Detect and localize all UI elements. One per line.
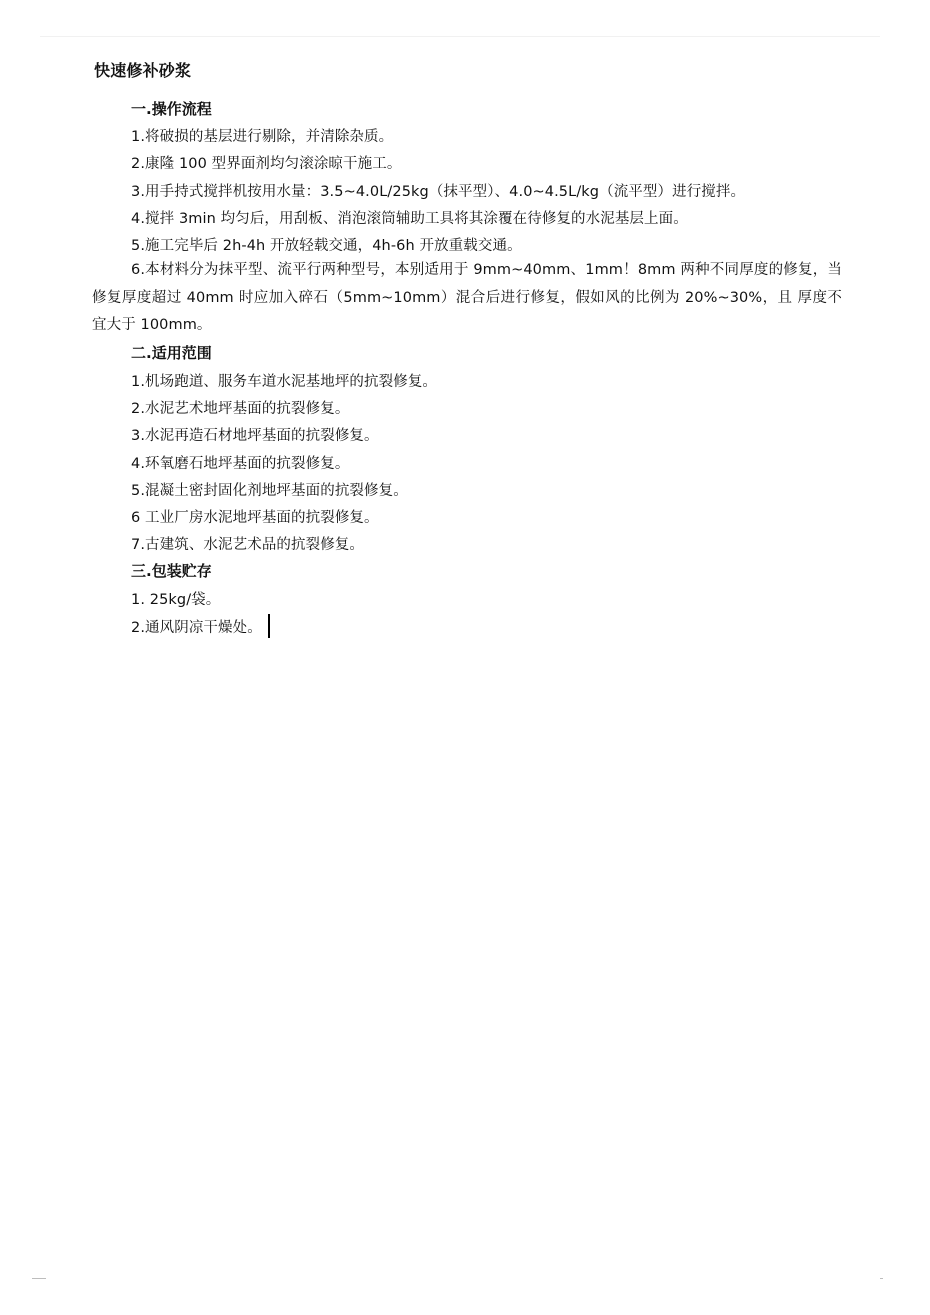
scope-item-7: 7.古建筑、水泥艺术品的抗裂修复。 bbox=[131, 537, 365, 553]
operation-step-1: 1.将破损的基层进行剔除，并清除杂质。 bbox=[131, 129, 394, 145]
document-title: 快速修补砂浆 bbox=[94, 61, 192, 80]
packaging-item-1: 1. 25kg/袋。 bbox=[131, 592, 221, 608]
scope-item-4: 4.环氧磨石地坪基面的抗裂修复。 bbox=[131, 456, 350, 472]
page-footer-mark-left bbox=[32, 1278, 46, 1279]
packaging-item-2-row[interactable] bbox=[131, 614, 270, 638]
scope-item-2: 2.水泥艺术地坪基面的抗裂修复。 bbox=[131, 401, 350, 417]
operation-step-5: 5.施工完毕后 2h-4h 开放轻载交通，4h-6h 开放重载交通。 bbox=[131, 238, 522, 254]
section-heading-operation: 一.操作流程 bbox=[131, 100, 212, 118]
page-top-rule bbox=[40, 36, 880, 37]
operation-step-3: 3.用手持式搅拌机按用水量：3.5~4.0L/25kg（抹平型）、4.0~4.5L/kg（流平型）进行搅拌。 bbox=[131, 184, 746, 200]
packaging-item-2: 2.通风阴凉干燥处。 bbox=[131, 620, 262, 636]
scope-item-3: 3.水泥再造石材地坪基面的抗裂修复。 bbox=[131, 428, 379, 444]
scope-item-1: 1.机场跑道、服务车道水泥基地坪的抗裂修复。 bbox=[131, 374, 438, 390]
operation-step-6: 6.本材料分为抹平型、流平行两种型号，本别适用于 9mm~40mm、1mm！8mm 两种不同厚度的修复，当修复厚度超过 40mm 时应加入碎石（5mm~10mm）混合后进行修复，假如风的比例为 20%~30%，且 厚度不宜大于 100mm。 bbox=[92, 262, 842, 333]
section-heading-scope: 二.适用范围 bbox=[131, 344, 212, 362]
page-footer-mark-right bbox=[880, 1278, 883, 1279]
text-cursor bbox=[268, 614, 270, 638]
operation-step-2: 2.康隆 100 型界面剂均匀滚涂晾干施工。 bbox=[131, 156, 402, 172]
section-heading-packaging: 三.包装贮存 bbox=[131, 562, 212, 580]
scope-item-5: 5.混凝土密封固化剂地坪基面的抗裂修复。 bbox=[131, 483, 408, 499]
operation-step-4: 4.搅拌 3min 均匀后，用刮板、消泡滚筒辅助工具将其涂覆在待修复的水泥基层上面。 bbox=[131, 211, 688, 227]
scope-item-6: 6 工业厂房水泥地坪基面的抗裂修复。 bbox=[131, 510, 379, 526]
